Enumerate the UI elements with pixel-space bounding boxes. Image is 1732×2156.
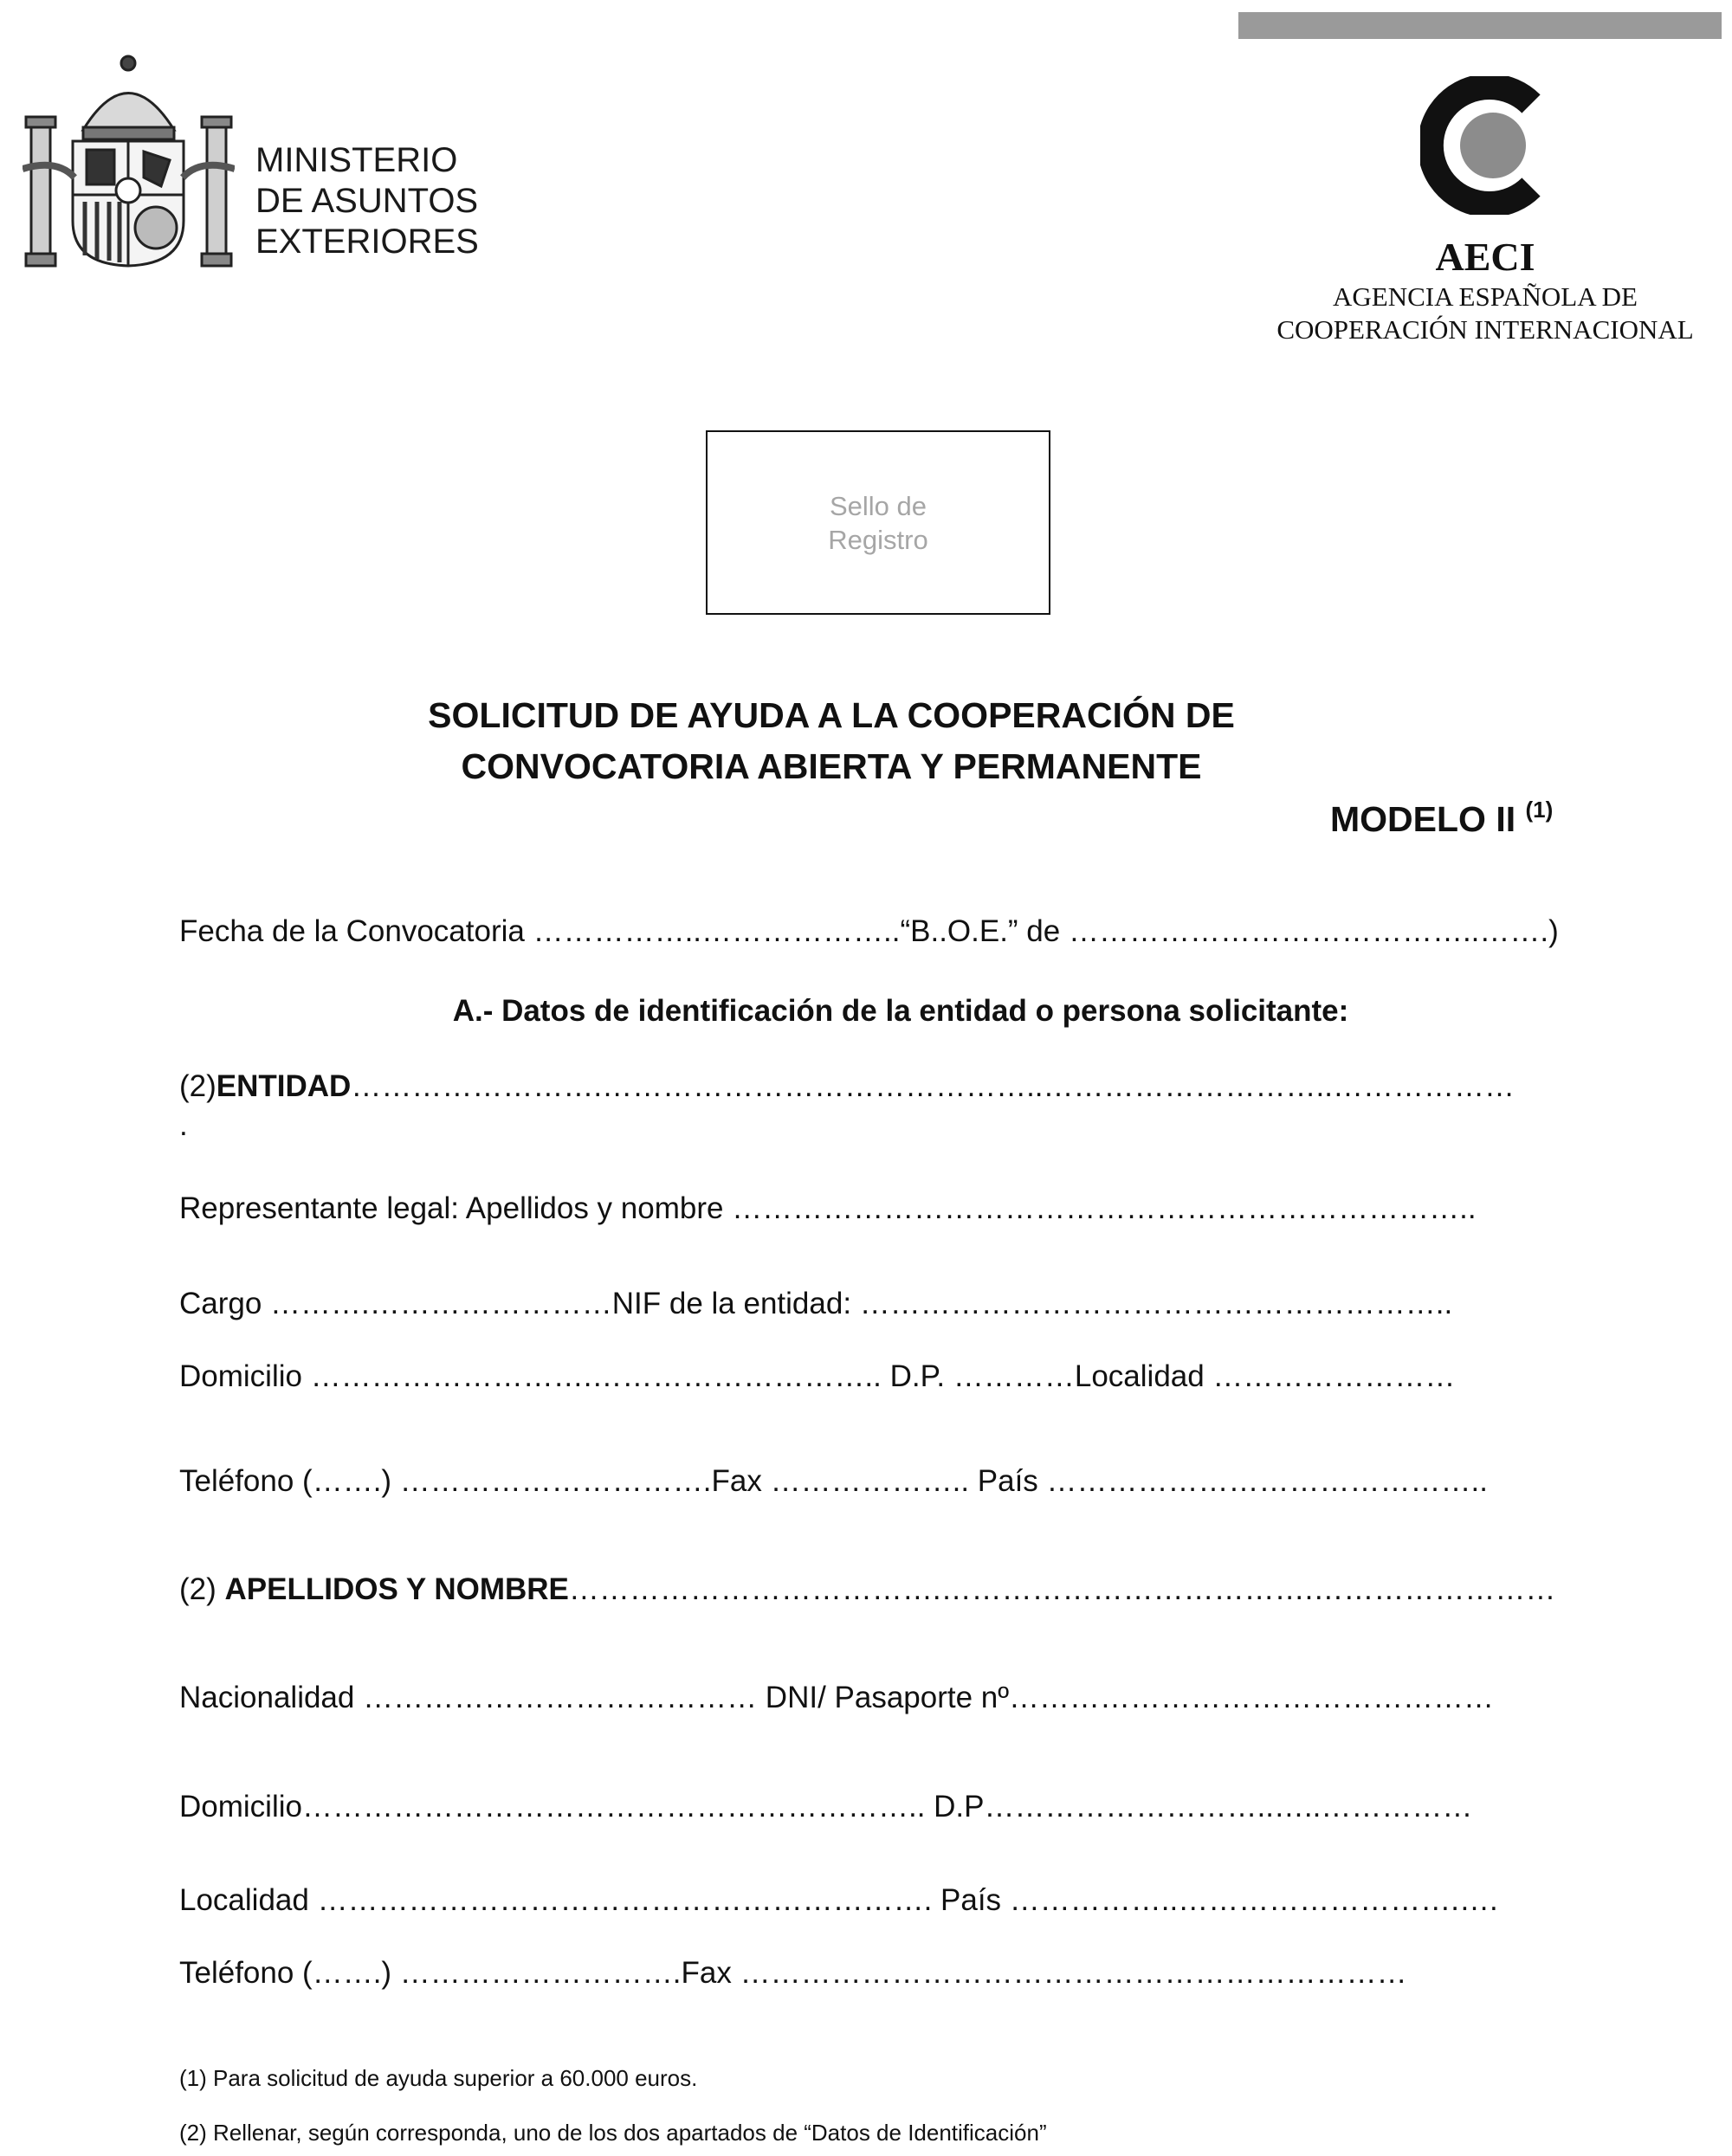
document-title-line-1: SOLICITUD DE AYUDA A LA COOPERACIÓN DE [428,695,1235,735]
entidad-label: ENTIDAD [216,1069,352,1103]
coat-of-arms-icon [23,48,235,271]
nacionalidad-dni-field[interactable]: Nacionalidad ………………………………… DNI/ Pasaporte nº………………………………………… [179,1681,1495,1714]
model-footnote-ref: (1) [1525,797,1554,823]
header-bar [1238,12,1722,39]
apellidos-dots: ……………………………….……………………………….…………………… [568,1572,1556,1606]
footnote-1: (1) Para solicitud de ayuda superior a 60.000 euros. [179,2065,698,2091]
entidad-field[interactable] [179,1069,1515,1104]
agency-name-line-2: COOPERACIÓN INTERNACIONAL [1276,314,1694,345]
document-title-line-2: CONVOCATORIA ABIERTA Y PERMANENTE [461,746,1202,786]
agency-acronym: AECI [1435,235,1535,279]
registry-stamp-box [706,430,1050,615]
agency-name-line-1: AGENCIA ESPAÑOLA DE [1333,281,1638,312]
apellidos-nombre-field[interactable] [179,1572,1555,1607]
entidad-field-continuation: . [179,1108,188,1142]
ministry-name [255,140,479,262]
model-name: MODELO II [1330,799,1516,839]
apellidos-label: APELLIDOS Y NOMBRE [224,1572,569,1606]
ministry-line-2: DE ASUNTOS [255,182,479,220]
stamp-line-1: Sello de [829,490,927,521]
representante-legal-field[interactable]: Representante legal: Apellidos y nombre ……………………………………………………………….. [179,1191,1477,1225]
aeci-logo-icon [1420,76,1550,215]
ministry-line-3: EXTERIORES [255,223,479,261]
cargo-nif-field[interactable]: Cargo ……….……………………NIF de la entidad: ………………………………………………….. [179,1287,1453,1320]
footnote-2: (2) Rellenar, según corresponda, uno de los dos apartados de “Datos de Identificación” [179,2120,1047,2146]
apellidos-prefix: (2) [179,1572,225,1606]
entidad-dots: …………………….……………………………………..………………………..……………… [351,1069,1515,1103]
telefono-entidad-field[interactable]: Teléfono (…….) ………………………….Fax ……………….. País …………………………………….. [179,1464,1488,1498]
localidad-pais-field[interactable]: Localidad ……………………………………………………. País ……………..……………………….…. [179,1883,1498,1917]
domicilio-entidad-field[interactable]: Domicilio ……………………….……………………….. D.P. …………Localidad …………………… [179,1359,1456,1393]
ministry-line-1: MINISTERIO [255,141,458,179]
model-label [1330,797,1553,840]
stamp-line-2: Registro [828,524,928,555]
fecha-convocatoria-field[interactable]: Fecha de la Convocatoria ……………..………………..“B..O.E.” de …………………………………..…….) [179,914,1559,948]
domicilio-persona-field[interactable]: Domicilio…………………………………………………….. D.P………………………..…..…………… [179,1790,1473,1824]
entidad-prefix: (2) [179,1069,216,1103]
telefono-persona-field[interactable]: Teléfono (…….) ……………………….Fax ………………………………………………………… [179,1956,1407,1990]
section-a-heading: A.- Datos de identificación de la entidad o persona solicitante: [452,994,1349,1028]
